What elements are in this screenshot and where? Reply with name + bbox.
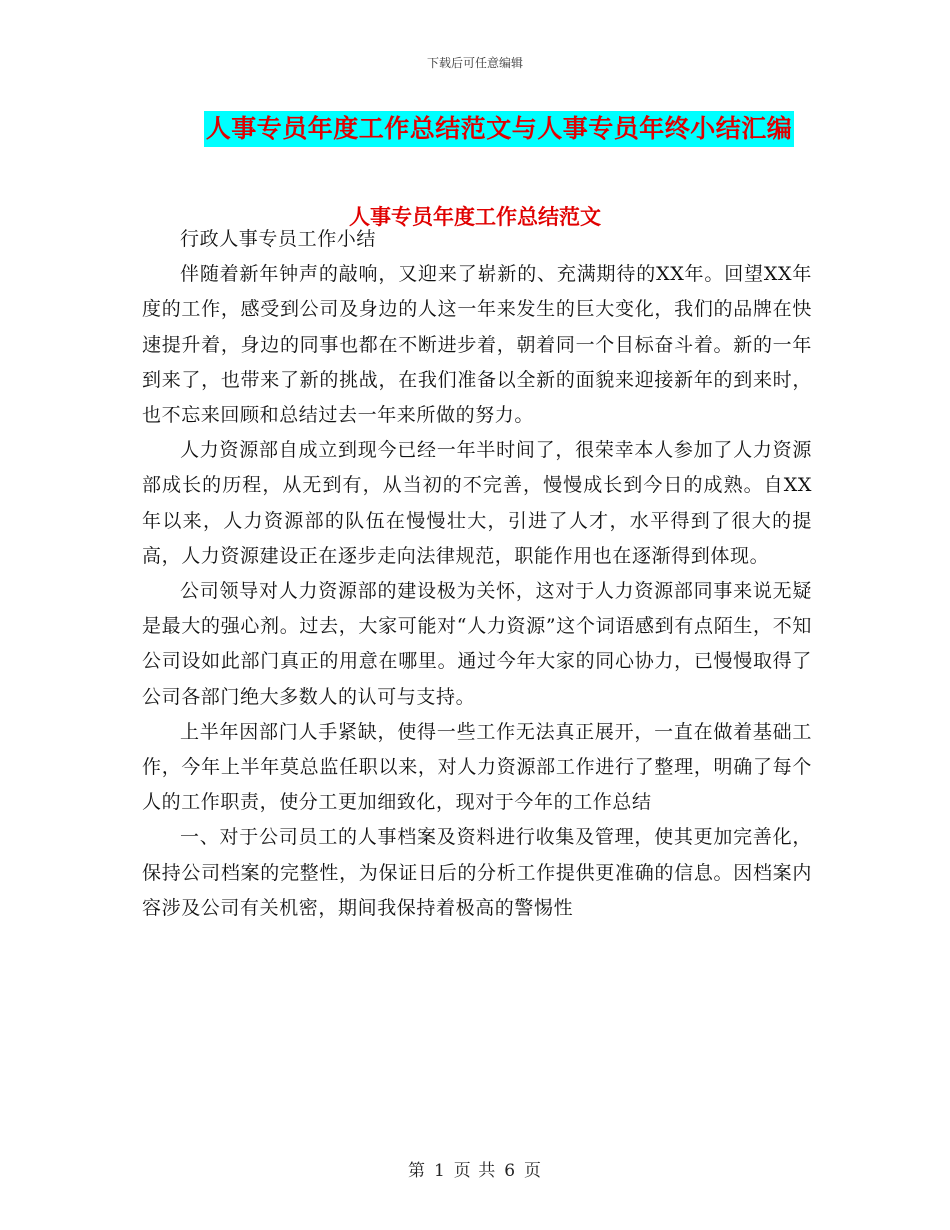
paragraph-subtitle: 行政人事专员工作小结 — [180, 228, 377, 250]
paragraph: 公司领导对人力资源部的建设极为关怀，这对于人力资源部同事来说无疑是最大的强心剂。过去，大家可能对“人力资源”这个词语感到有点陌生，不知公司设如此部门真正的用意在哪里。通过今年大家的同心协力，已慢慢取得了公司各部门绝大多数人的认可与支持。 — [142, 580, 812, 708]
document-title: 人事专员年度工作总结范文与人事专员年终小结汇编 — [204, 111, 795, 147]
document-title-container — [0, 111, 950, 147]
footer-suffix: 页 — [524, 1161, 543, 1181]
paragraph: 人力资源部自成立到现今已经一年半时间了，很荣幸本人参加了人力资源部成长的历程，从无到有，从当初的不完善，慢慢成长到今日的成熟。自XX年以来，人力资源部的队伍在慢慢壮大，引进了人才，水平得到了很大的提高，人力资源建设正在逐步走向法律规范，职能作用也在逐渐得到体现。 — [142, 439, 812, 567]
paragraph: 一、对于公司员工的人事档案及资料进行收集及管理，使其更加完善化，保持公司档案的完整性，为保证日后的分析工作提供更准确的信息。因档案内容涉及公司有关机密，期间我保持着极高的警惕性 — [142, 826, 812, 919]
body-text — [142, 222, 812, 926]
header-note: 下载后可任意编辑 — [426, 56, 523, 70]
footer-page-number: 1 — [433, 1161, 446, 1181]
paragraph: 上半年因部门人手紧缺，使得一些工作无法真正展开，一直在做着基础工作，今年上半年莫总监任职以来，对人力资源部工作进行了整理，明确了每个人的工作职责，使分工更加细致化，现对于今年的工作总结 — [142, 720, 812, 814]
page-footer — [0, 1156, 950, 1181]
footer-middle: 页 共 — [453, 1161, 497, 1181]
paragraph: 伴随着新年钟声的敲响，又迎来了崭新的、充满期待的XX年。回望XX年度的工作，感受到公司及身边的人这一年来发生的巨大变化，我们的品牌在快速提升着，身边的同事也都在不断进步着，朝着同一个目标奋斗着。新的一年到来了，也带来了新的挑战，在我们准备以全新的面貌来迎接新年的到来时，也不忘来回顾和总结过去一年来所做的努力。 — [142, 263, 812, 427]
footer-prefix: 第 — [407, 1161, 426, 1181]
section-title: 人事专员年度工作总结范文 — [349, 204, 601, 229]
footer-total-pages: 6 — [504, 1161, 517, 1181]
